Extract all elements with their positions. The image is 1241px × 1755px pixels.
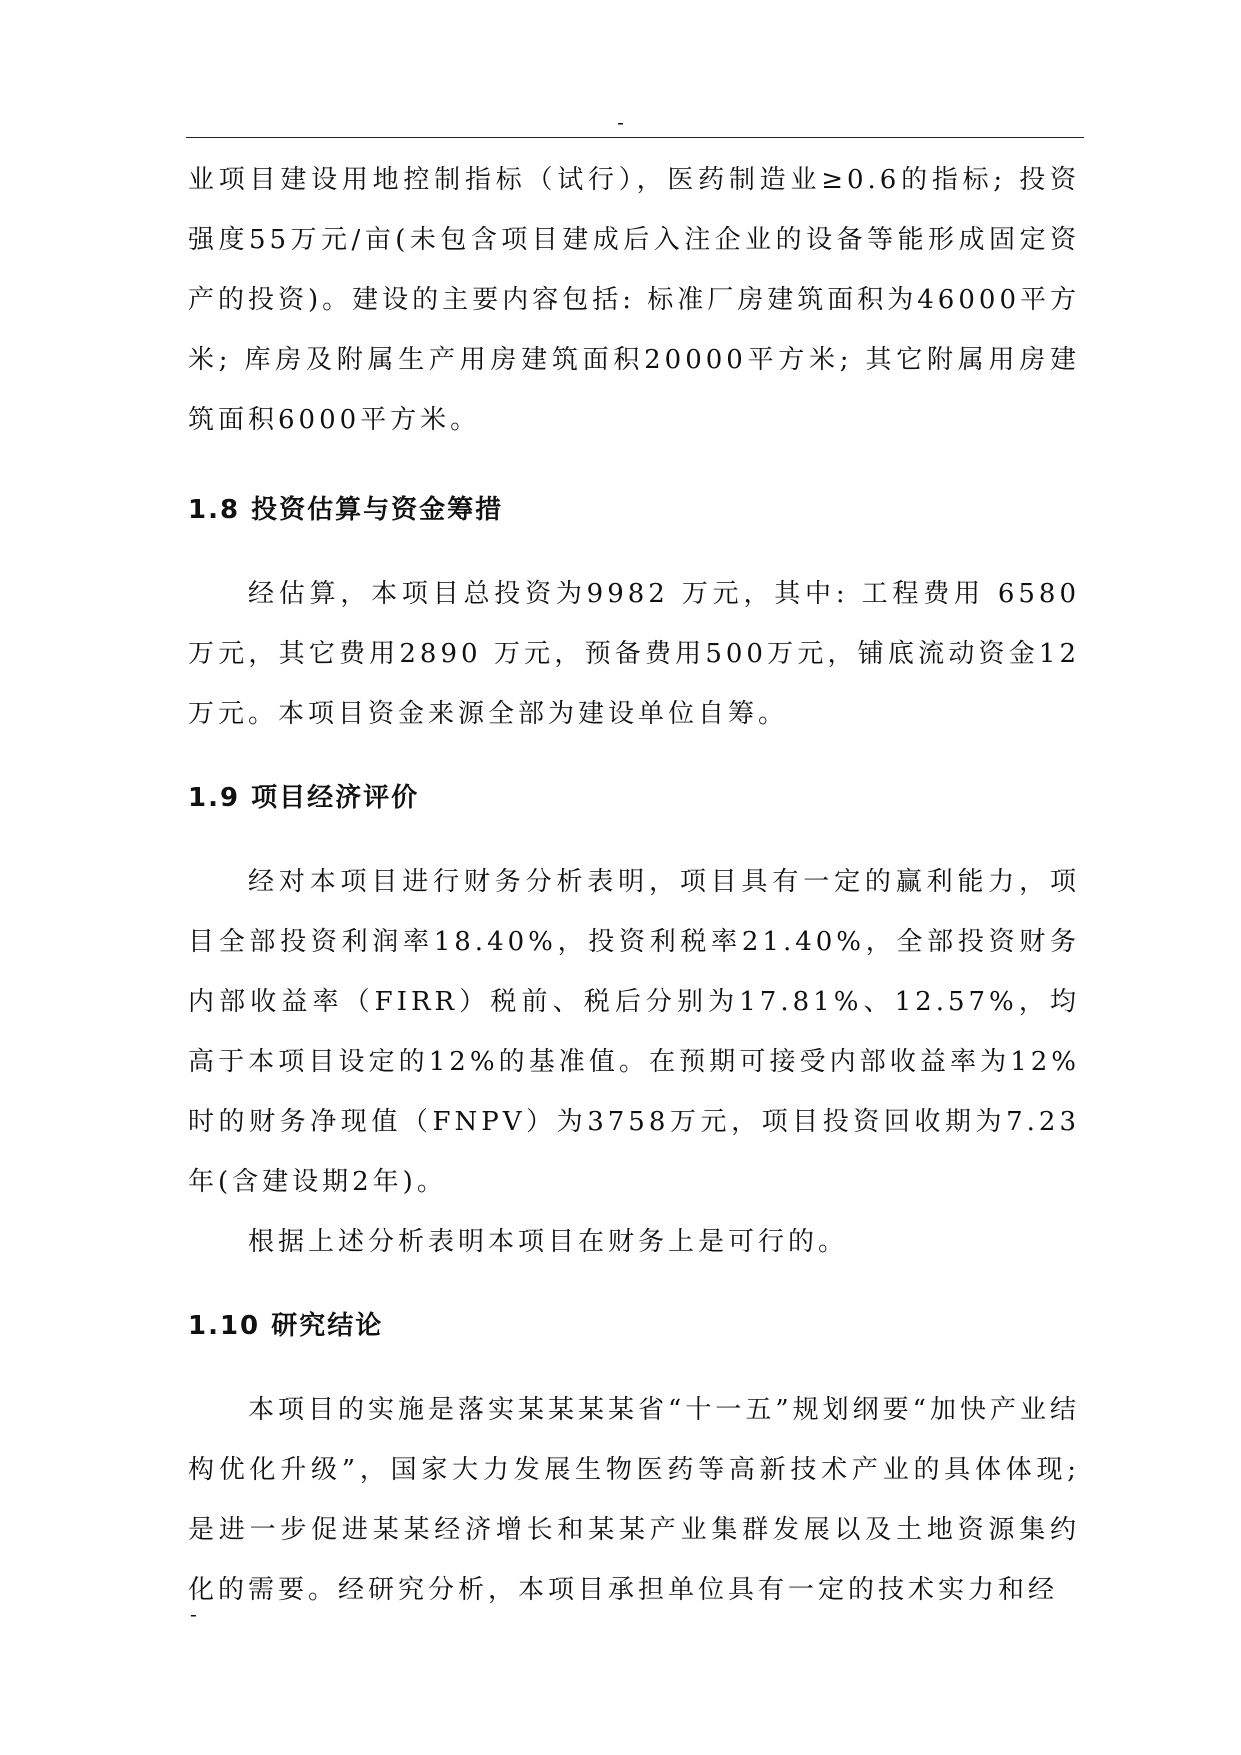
page-footer-mark: - bbox=[190, 1602, 197, 1626]
section-heading-1-8: 1.8 投资估算与资金筹措 bbox=[188, 495, 504, 525]
paragraph-financial-analysis: 经对本项目进行财务分析表明，项目具有一定的赢利能力，项目全部投资利润率18.40%，投资利税率21.40%，全部投资财务内部收益率（FIRR）税前、税后分别为17.81%、12.57%，均高于本项目设定的12%的基准值。在预期可接受内部收益率为12%时的财务净现值（FNPV）为3758万元，项目投资回收期为7.23年(含建设期2年)。 bbox=[188, 867, 1080, 1197]
paragraph-feasibility-conclusion: 根据上述分析表明本项目在财务上是可行的。 bbox=[248, 1227, 849, 1257]
page-header-mark: - bbox=[617, 110, 624, 134]
document-body bbox=[188, 150, 1080, 1620]
paragraph-research-conclusion: 本项目的实施是落实某某某某省“十一五”规划纲要“加快产业结构优化升级”，国家大力发展生物医药等高新技术产业的具体体现; 是进一步促进某某经济增长和某某产业集群发展以及土地资源集约化的需要。经研究分析，本项目承担单位具有一定的技术实力和经 bbox=[188, 1395, 1080, 1605]
section-heading-1-9: 1.9 项目经济评价 bbox=[188, 783, 420, 813]
section-heading-1-10: 1.10 研究结论 bbox=[188, 1311, 384, 1341]
header-divider bbox=[186, 137, 1084, 138]
paragraph-land-use: 业项目建设用地控制指标（试行），医药制造业≥0.6的指标; 投资强度55万元/亩(未包含项目建成后入注企业的设备等能形成固定资产的投资)。建设的主要内容包括: 标准厂房建筑面积为46000平方米; 库房及附属生产用房建筑面积20000平方米; 其它附属用房建筑面积6000平方米。 bbox=[188, 165, 1080, 435]
paragraph-investment-estimate: 经估算，本项目总投资为9982 万元，其中: 工程费用 6580 万元，其它费用2890 万元，预备费用500万元，铺底流动资金12万元。本项目资金来源全部为建设单位自筹。 bbox=[188, 579, 1080, 729]
